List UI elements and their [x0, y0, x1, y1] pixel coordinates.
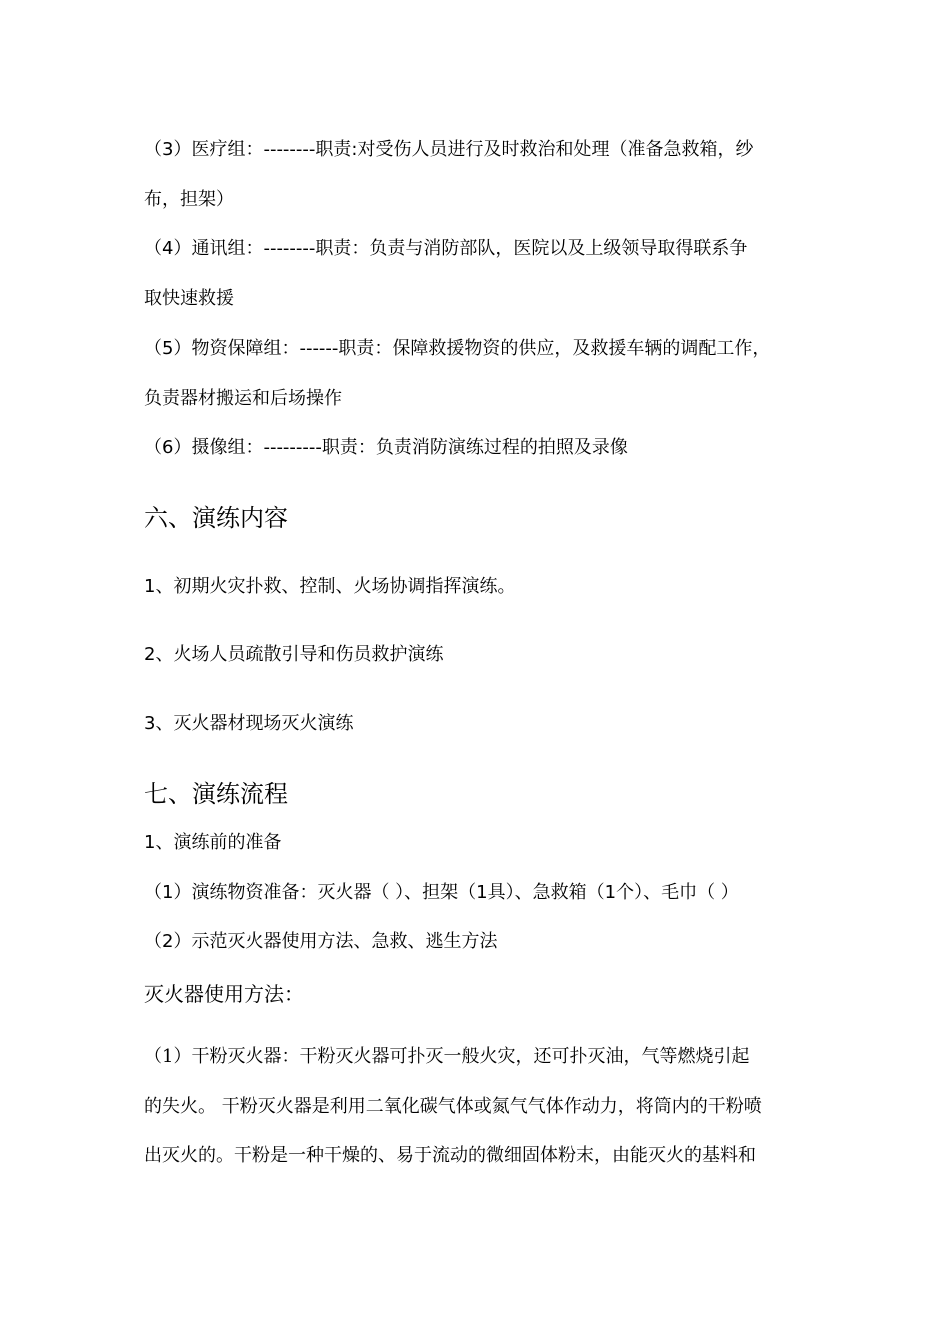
prep-item-2: （2）示范灭火器使用方法、急救、逃生方法 — [144, 931, 498, 952]
medical-group-line-1: （3）医疗组：--------职责:对受伤人员进行及时救治和处理（准备急救箱，纱 — [144, 139, 754, 160]
supply-group-line-2: 负责器材搬运和后场操作 — [144, 388, 342, 409]
dry-powder-line-3: 出灭火的。干粉是一种干燥的、易于流动的微细固体粉末，由能灭火的基料和 — [144, 1145, 756, 1166]
section7-heading: 七、演练流程 — [144, 780, 288, 808]
usage-title: 灭火器使用方法： — [144, 982, 304, 1006]
dry-powder-text-1: 干粉灭火器：干粉灭火器可扑灭一般火灾，还可扑灭油，气等燃烧引起 — [191, 1046, 750, 1067]
comm-group-line-2: 取快速救援 — [144, 288, 234, 309]
supply-group-line-1: （5）物资保障组：------职责：保障救援物资的供应，及救援车辆的调配工作， — [144, 338, 771, 359]
dry-powder-line-1 — [144, 1045, 844, 1069]
section7-sub1: 1、演练前的准备 — [144, 832, 282, 853]
dry-powder-line-2: 的失火。 干粉灭火器是利用二氧化碳气体或氮气气体作动力，将筒内的干粉喷 — [144, 1096, 762, 1117]
comm-group-line-1: （4）通讯组：--------职责：负责与消防部队，医院以及上级领导取得联系争 — [144, 238, 748, 259]
section6-heading: 六、演练内容 — [144, 504, 288, 532]
prep-item-1: （1）演练物资准备：灭火器（ ）、担架（1具）、急救箱（1个）、毛巾（ ） — [144, 882, 739, 903]
medical-group-line-2: 布，担架） — [144, 189, 234, 210]
section6-item-1: 1、初期火灾扑救、控制、火场协调指挥演练。 — [144, 576, 516, 597]
dry-powder-prefix: （1） — [144, 1046, 192, 1067]
camera-group-line: （6）摄像组：---------职责：负责消防演练过程的拍照及录像 — [144, 437, 628, 458]
section6-item-2: 2、火场人员疏散引导和伤员救护演练 — [144, 644, 444, 665]
section6-item-3: 3、灭火器材现场灭火演练 — [144, 713, 354, 734]
